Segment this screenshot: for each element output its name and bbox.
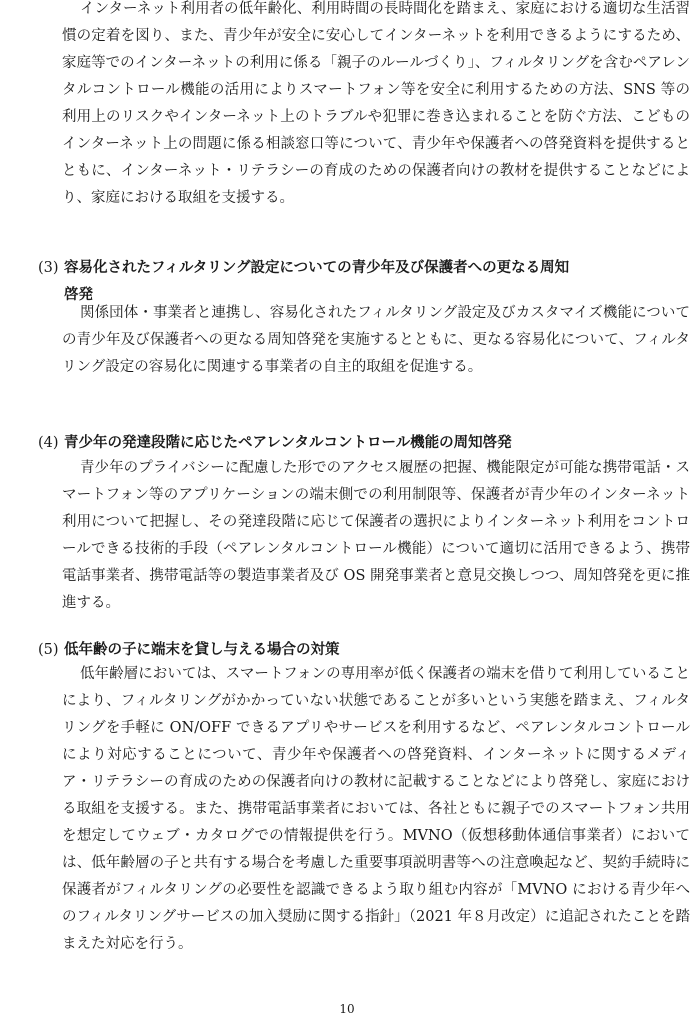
section-4-body: 青少年のプライバシーに配慮した形でのアクセス履歴の把握、機能限定が可能な携帯電話・スマートフォン等のアプリケーションの端末側での利用制限等、保護者が青少年のインターネット利用について把握し、その発達段階に応じて保護者の選択によりインターネット利用をコントロールできる技術的手段（ペアレンタルコントロール機能）について適切に活用できるよう、携帯電話事業者、携帯電話等の製造事業者及び OS 開発事業者と意見交換しつつ、周知啓発を更に推進する。 <box>62 460 690 611</box>
section-5-title-line1: 低年齢の子に端末を貸し与える場合の対策 <box>64 642 340 658</box>
page-number: 10 <box>339 1002 355 1016</box>
section-3-number: (3) <box>38 260 59 276</box>
section-4-number: (4) <box>38 435 59 451</box>
section-3-title-line1: 容易化されたフィルタリング設定についての青少年及び保護者への更なる周知 <box>64 260 570 276</box>
section-5-heading <box>38 637 688 664</box>
section-5-number: (5) <box>38 642 59 658</box>
section-5-body: 低年齢層においては、スマートフォンの専用率が低く保護者の端末を借りて利用していることにより、フィルタリングがかかっていない状態であることが多いという実態を踏まえ、フィルタリングを手軽に ON/OFF できるアプリやサービスを利用するなど、ペアレンタルコントロールにより対応することについて、青少年や保護者への啓発資料、インターネットに関するメディア・リテラシーの育成のための保護者向けの教材に記載することなどにより啓発し、家庭における取組を支援する。また、携帯電話事業者においては、各社ともに親子でのスマートフォン共用を想定してウェブ・カタログでの情報提供を行う。MVNO（仮想移動体通信事業者）においては、低年齢層の子と共有する場合を考慮した重要事項説明書等への注意喚起など、契約手続時に保護者がフィルタリングの必要性を認識できるよう取り組む内容が「MVNO における青少年へのフィルタリングサービスの加入奨励に関する指針」（2021 年８月改定）に追記されたことを踏まえた対応を行う。 <box>62 666 690 952</box>
intro-paragraph: インターネット利用者の低年齢化、利用時間の長時間化を踏まえ、家庭における適切な生活習慣の定着を図り、また、青少年が安全に安心してインターネットを利用できるようにするため、家庭等でのインターネットの利用に係る「親子のルールづくり」、フィルタリングを含むペアレンタルコントロール機能の活用によりスマートフォン等を安全に利用するための方法、SNS 等の利用上のリスクやインターネット上のトラブルや犯罪に巻き込まれることを防ぐ方法、こどものインターネット上の問題に係る相談窓口等について、青少年や保護者への啓発資料を提供するとともに、インターネット・リテラシーの育成のための保護者向けの教材を提供することなどにより、家庭における取組を支援する。 <box>62 1 690 206</box>
section-4-title-line1: 青少年の発達段階に応じたペアレンタルコントロール機能の周知啓発 <box>64 435 512 451</box>
section-3-title-line2: 啓発 <box>64 287 93 303</box>
section-4-heading <box>38 430 688 457</box>
section-3-body: 関係団体・事業者と連携し、容易化されたフィルタリング設定及びカスタマイズ機能についての青少年及び保護者への更なる周知啓発を実施するとともに、更なる容易化について、フィルタリング設定の容易化に関連する事業者の自主的取組を促進する。 <box>62 305 690 375</box>
